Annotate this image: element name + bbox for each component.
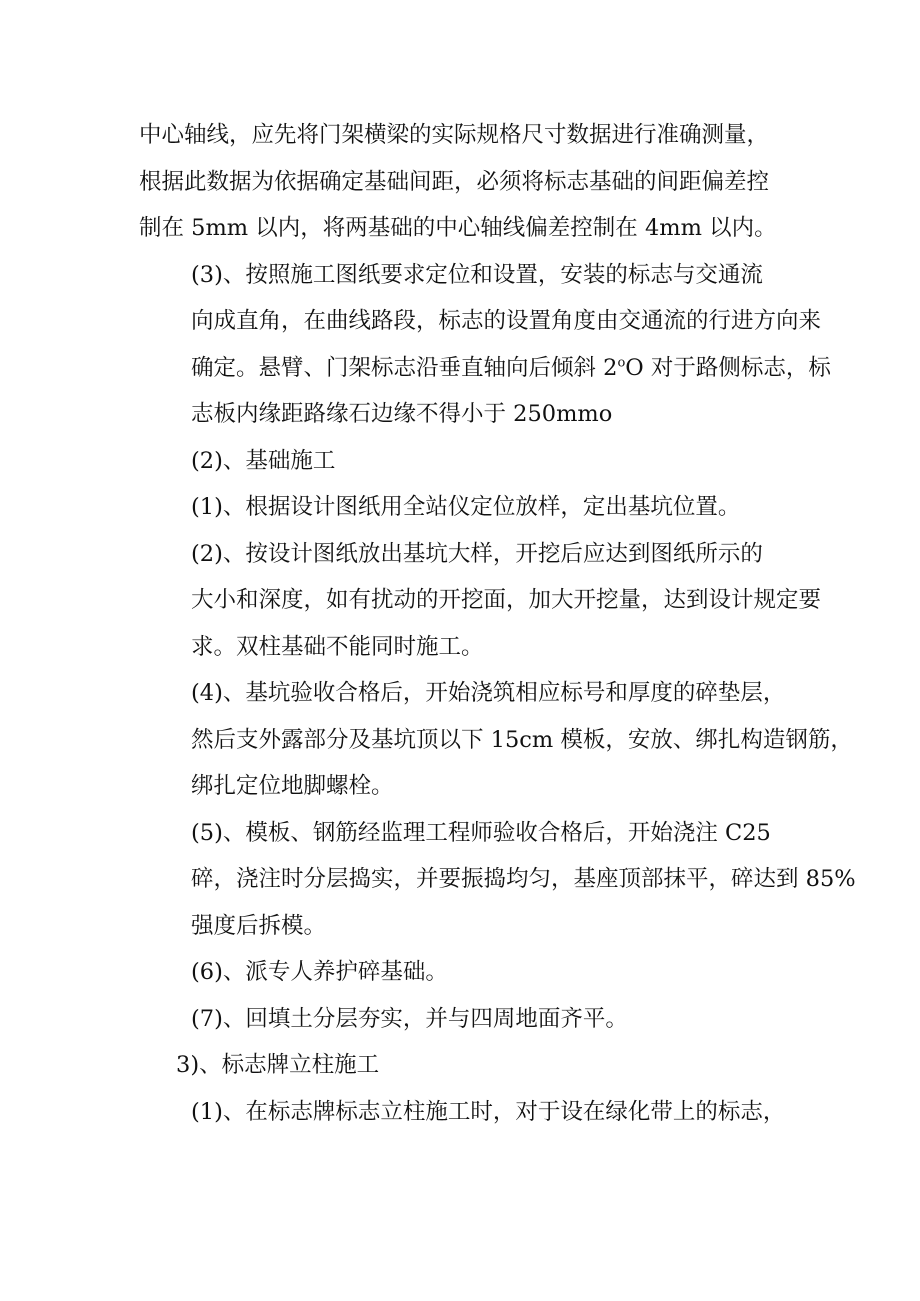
paragraph xyxy=(139,484,787,531)
text-line: (1)、根据设计图纸用全站仪定位放样，定出基坑位置。 xyxy=(191,494,741,520)
text-line: 碎，浇注时分层捣实，并要振捣均匀，基座顶部抹平，碎达到 85% xyxy=(191,866,856,892)
text-line: (3)、按照施工图纸要求定位和设置，安装的标志与交通流 xyxy=(191,261,763,288)
text-line: 向成直角，在曲线路段，标志的设置角度由交通流的行进方向来 xyxy=(191,308,822,334)
text-line: 志板内缘距路缘石边缘不得小于 250mmo xyxy=(191,401,613,427)
superscript-mark: o xyxy=(617,355,626,370)
text-line: (7)、回填土分层夯实，并与四周地面齐平。 xyxy=(191,1005,628,1032)
text-line: 强度后拆模。 xyxy=(191,912,327,939)
text-fragment: 确定。悬臂、门架标志沿垂直轴向后倾斜 2 xyxy=(191,354,618,381)
section-heading xyxy=(139,438,787,485)
text-line: (4)、基坑验收合格后，开始浇筑相应标号和厚度的碎垫层， xyxy=(191,680,786,706)
text-line: 中心轴线，应先将门架横梁的实际规格尺寸数据进行准确测量， xyxy=(139,122,770,148)
text-line: 大小和深度，如有扰动的开挖面，加大开挖量，达到设计规定要 xyxy=(191,587,822,613)
paragraph xyxy=(139,112,787,252)
text-line: 根据此数据为依据确定基础间距，必须将标志基础的间距偏差控 xyxy=(139,168,770,195)
text-line: 3)、标志牌立柱施工 xyxy=(176,1052,380,1078)
paragraph xyxy=(139,810,856,950)
text-line: (6)、派专人养护碎基础。 xyxy=(191,959,448,985)
text-fragment: O 对于路侧标志，标 xyxy=(625,354,831,381)
section-heading xyxy=(139,1042,787,1089)
text-line: 绑扎定位地脚螺栓。 xyxy=(191,773,394,799)
text-line: 求。双柱基础不能同时施工。 xyxy=(191,633,484,660)
text-line: (2)、基础施工 xyxy=(191,447,336,474)
paragraph xyxy=(139,949,787,996)
text-line: (2)、按设计图纸放出基坑大样，开挖后应达到图纸所示的 xyxy=(191,540,763,567)
text-line xyxy=(139,345,831,392)
paragraph xyxy=(139,996,787,1043)
text-line: 制在 5mm 以内，将两基础的中心轴线偏差控制在 4mm 以内。 xyxy=(139,215,777,241)
paragraph xyxy=(139,670,853,810)
text-line: 然后支外露部分及基坑顶以下 15cm 模板，安放、绑扎构造钢筋， xyxy=(191,726,853,753)
text-line: (5)、模板、钢筋经监理工程师验收合格后，开始浇注 C25 xyxy=(191,819,771,846)
paragraph xyxy=(139,1089,787,1136)
body-text xyxy=(139,112,856,1135)
text-line: (1)、在标志牌标志立柱施工时，对于设在绿化带上的标志， xyxy=(191,1098,786,1125)
paragraph xyxy=(139,531,822,671)
paragraph xyxy=(139,252,831,438)
